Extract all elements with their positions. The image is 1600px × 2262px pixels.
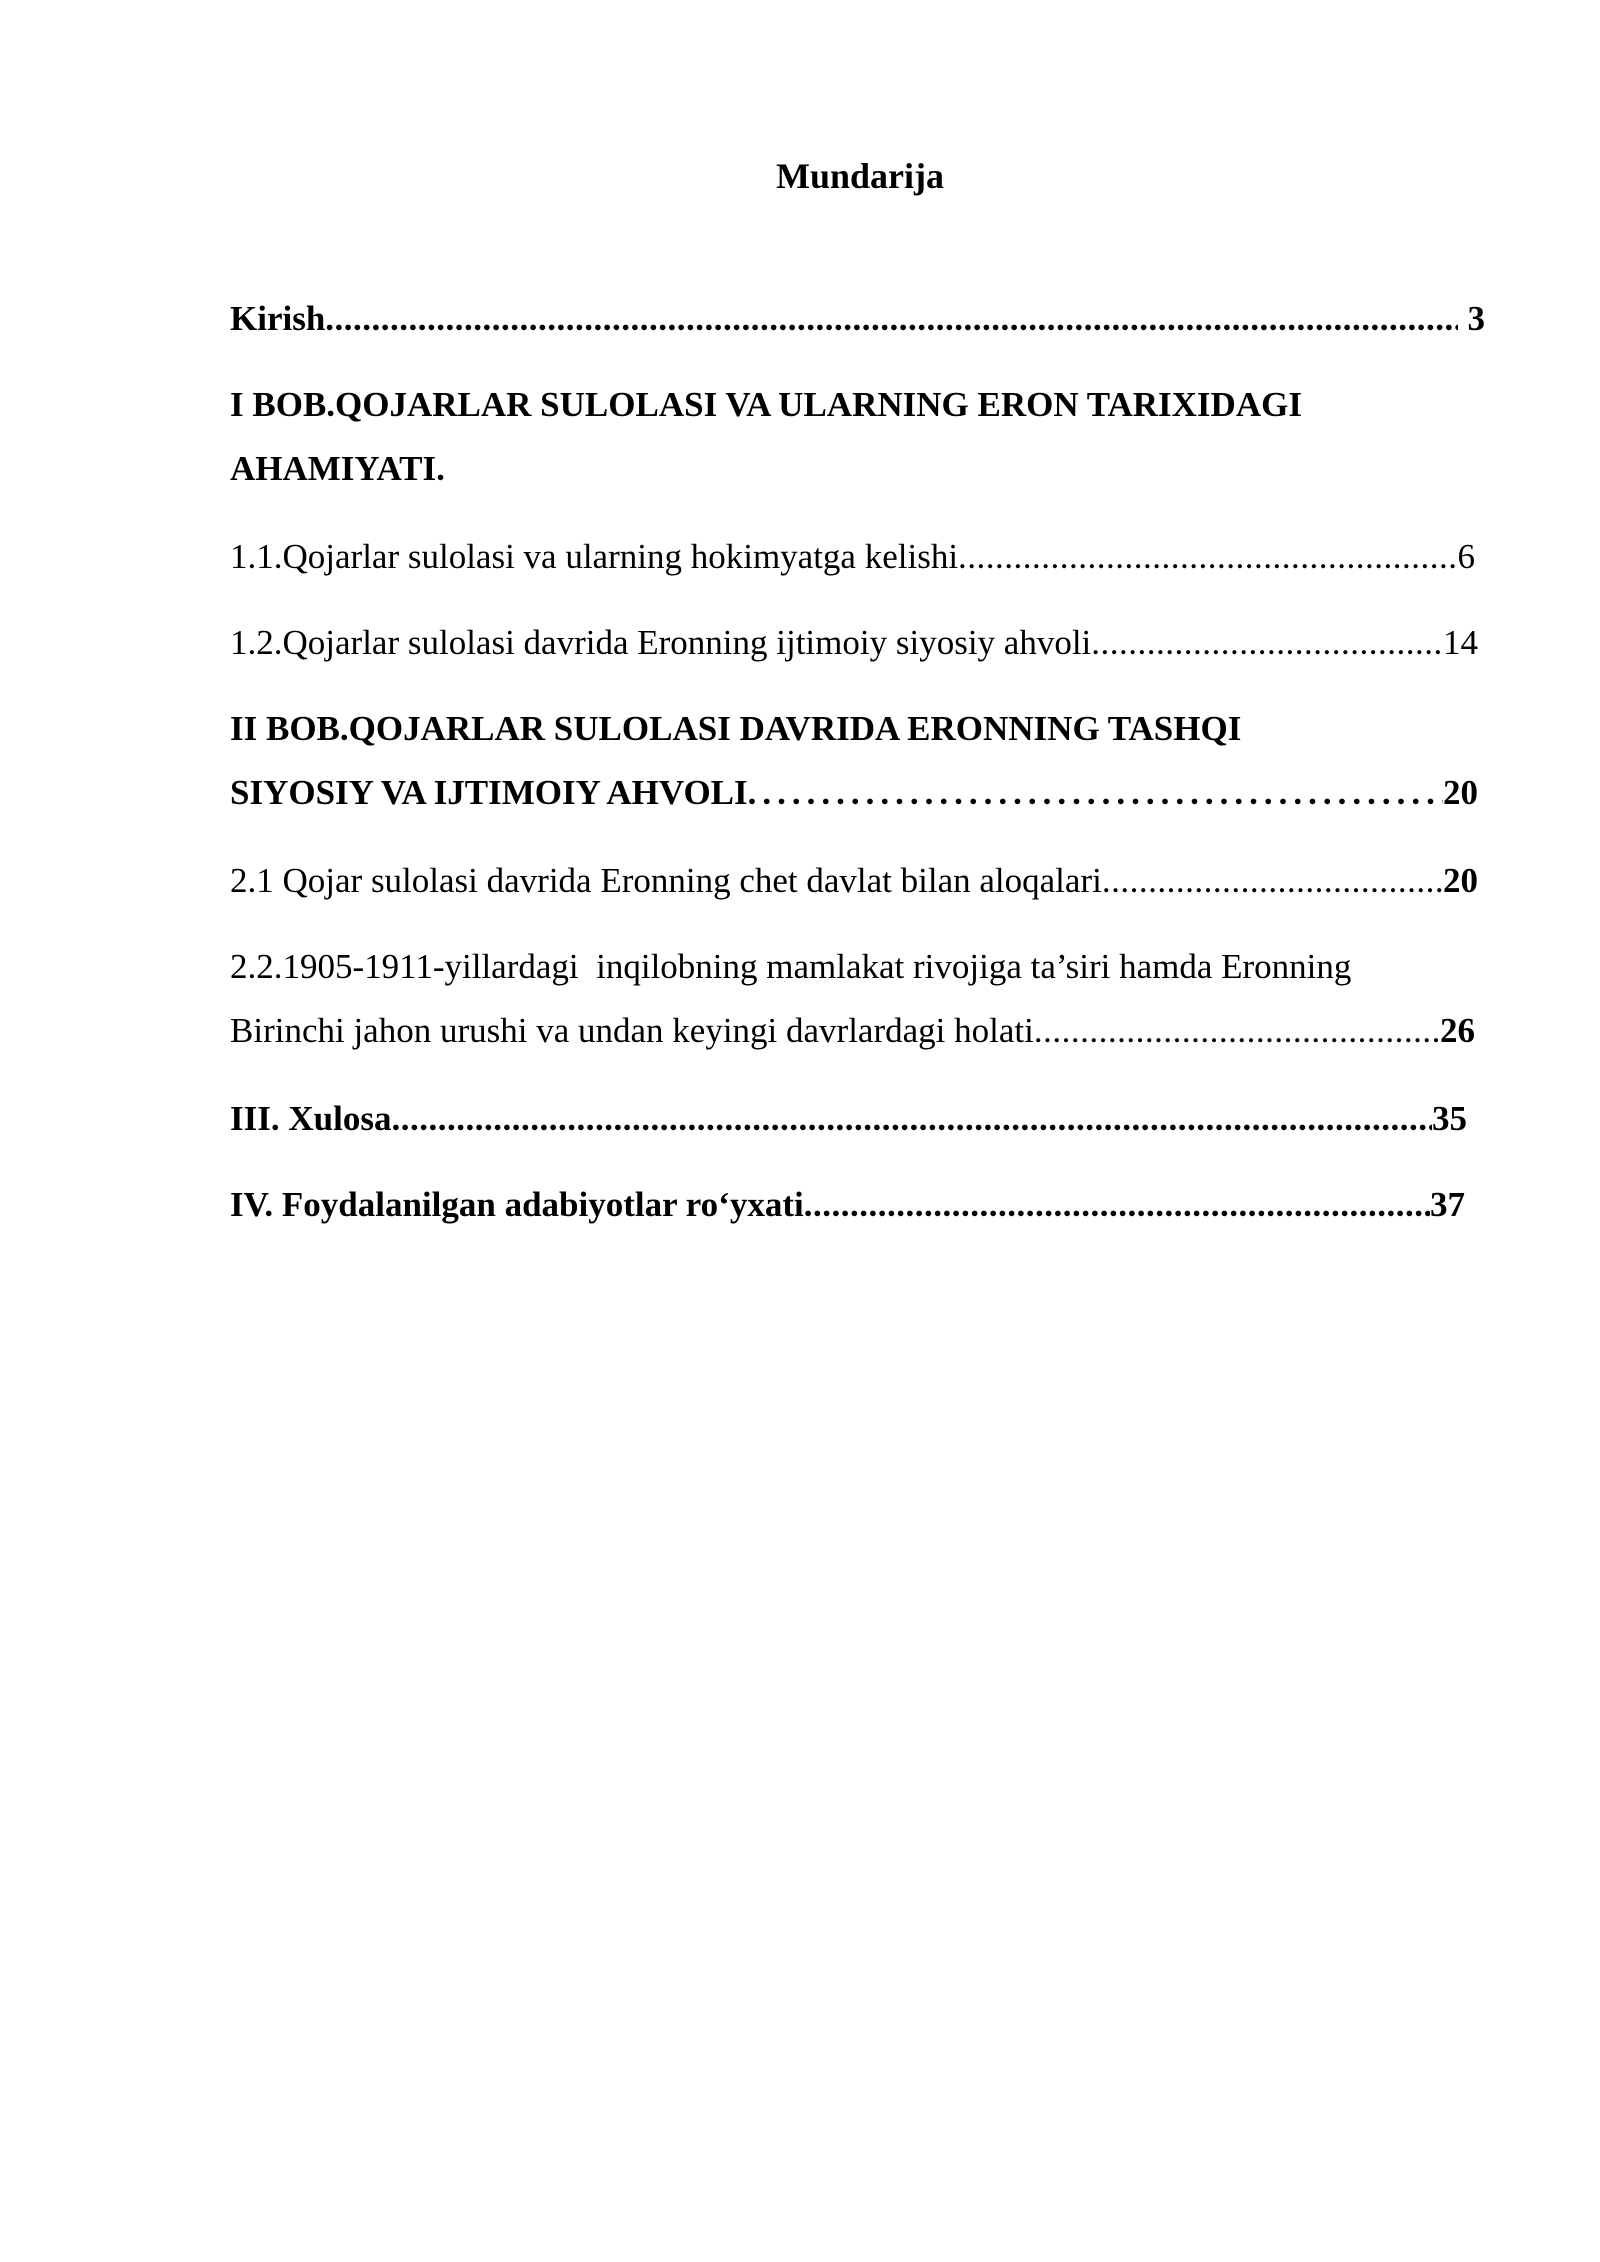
toc-entry-label: 1.2.Qojarlar sulolasi davrida Eronning ijtimoiy siyosiy ahvoli <box>230 623 1092 662</box>
dot-leader <box>1091 611 1443 675</box>
toc-entry-page: 20 <box>1443 773 1478 812</box>
toc-entry-xulosa[interactable] <box>230 1087 1467 1151</box>
toc-entry-page: 35 <box>1432 1099 1467 1138</box>
toc-entry-1-2[interactable] <box>230 611 1478 675</box>
toc-entry-label: III. Xulosa <box>230 1099 392 1138</box>
toc-entry-label: IV. Foydalanilgan adabiyotlar ro‘yxati <box>230 1185 804 1224</box>
toc-entry-page: 3 <box>1467 299 1485 338</box>
toc-entry-label: 1.1.Qojarlar sulolasi va ularning hokimyatga kelishi <box>230 537 959 576</box>
toc-entry-page: 6 <box>1457 537 1475 576</box>
page-title: Mundarija <box>775 156 944 196</box>
toc-entry-page: 26 <box>1440 1011 1475 1050</box>
dot-leader <box>804 1173 1430 1237</box>
dot-leader <box>325 287 1457 351</box>
toc-entry-chapter-1[interactable] <box>230 373 1485 501</box>
dot-leader <box>958 525 1457 589</box>
toc-entry-line2 <box>230 999 1475 1063</box>
toc-entry-adabiyotlar[interactable] <box>230 1173 1465 1237</box>
dot-leader <box>1034 999 1440 1063</box>
toc-entry-2-2[interactable] <box>230 935 1475 1063</box>
toc-entry-label: Kirish <box>230 299 326 338</box>
toc-entry-label-line1: II BOB.QOJARLAR SULOLASI DAVRIDA ERONNING TASHQI <box>230 709 1242 748</box>
toc-entry-label-line2: SIYOSIY VA IJTIMOIY AHVOLI <box>230 773 748 812</box>
dot-leader <box>748 761 1443 825</box>
toc-entry-page: 20 <box>1443 861 1478 900</box>
toc-entry-page: 37 <box>1430 1185 1465 1224</box>
dot-leader <box>1102 849 1443 913</box>
toc-entry-page: 14 <box>1443 623 1478 662</box>
toc-entry-label-line2: AHAMIYATI. <box>230 449 445 488</box>
toc-entry-2-1[interactable] <box>230 849 1478 913</box>
dot-leader <box>391 1087 1432 1151</box>
toc-entry-label: 2.1 Qojar sulolasi davrida Eronning chet davlat bilan aloqalari <box>230 861 1102 900</box>
toc-entry-kirish[interactable] <box>230 287 1485 351</box>
toc-entry-chapter-2[interactable] <box>230 697 1478 825</box>
toc-entry-label-line2: Birinchi jahon urushi va undan keyingi davrlardagi holati <box>230 1011 1034 1050</box>
toc-entry-line2 <box>230 761 1478 825</box>
toc-entry-1-1[interactable] <box>230 525 1475 589</box>
toc-entry-label-line1: I BOB.QOJARLAR SULOLASI VA ULARNING ERON TARIXIDAGI <box>230 385 1302 424</box>
toc-entry-label-line1: 2.2.1905-1911-yillardagi inqilobning mamlakat rivojiga ta’siri hamda Eronning <box>230 947 1352 986</box>
